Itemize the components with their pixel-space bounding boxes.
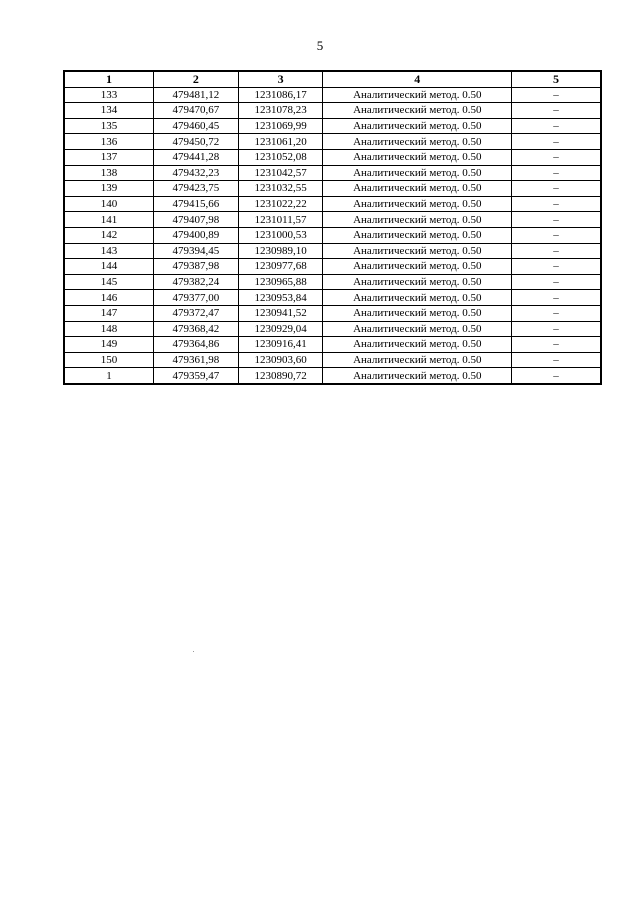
y-coordinate-cell: 1231042,57 [238, 165, 323, 181]
note-cell: – [512, 134, 601, 150]
point-number-cell: 148 [64, 321, 153, 337]
y-coordinate-cell: 1230977,68 [238, 259, 323, 275]
table-row [64, 87, 601, 103]
header-cell-4: 4 [323, 71, 512, 87]
x-coordinate-cell: 479361,98 [153, 352, 238, 368]
y-coordinate-cell: 1231022,22 [238, 196, 323, 212]
note-cell: – [512, 305, 601, 321]
y-coordinate-cell: 1231011,57 [238, 212, 323, 228]
point-number-cell: 133 [64, 87, 153, 103]
y-coordinate-cell: 1231032,55 [238, 181, 323, 197]
x-coordinate-cell: 479481,12 [153, 87, 238, 103]
note-cell: – [512, 165, 601, 181]
table-row [64, 305, 601, 321]
x-coordinate-cell: 479432,23 [153, 165, 238, 181]
y-coordinate-cell: 1230965,88 [238, 274, 323, 290]
method-cell: Аналитический метод. 0.50 [323, 196, 512, 212]
x-coordinate-cell: 479382,24 [153, 274, 238, 290]
point-number-cell: 135 [64, 118, 153, 134]
method-cell: Аналитический метод. 0.50 [323, 103, 512, 119]
note-cell: – [512, 149, 601, 165]
note-cell: – [512, 118, 601, 134]
method-cell: Аналитический метод. 0.50 [323, 118, 512, 134]
header-cell-2: 2 [153, 71, 238, 87]
method-cell: Аналитический метод. 0.50 [323, 305, 512, 321]
method-cell: Аналитический метод. 0.50 [323, 227, 512, 243]
x-coordinate-cell: 479368,42 [153, 321, 238, 337]
y-coordinate-cell: 1231078,23 [238, 103, 323, 119]
point-number-cell: 139 [64, 181, 153, 197]
note-cell: – [512, 259, 601, 275]
point-number-cell: 142 [64, 227, 153, 243]
y-coordinate-cell: 1230916,41 [238, 337, 323, 353]
x-coordinate-cell: 479450,72 [153, 134, 238, 150]
x-coordinate-cell: 479441,28 [153, 149, 238, 165]
y-coordinate-cell: 1230941,52 [238, 305, 323, 321]
point-number-cell: 136 [64, 134, 153, 150]
x-coordinate-cell: 479423,75 [153, 181, 238, 197]
point-number-cell: 143 [64, 243, 153, 259]
y-coordinate-cell: 1230989,10 [238, 243, 323, 259]
point-number-cell: 140 [64, 196, 153, 212]
method-cell: Аналитический метод. 0.50 [323, 352, 512, 368]
table-row [64, 118, 601, 134]
note-cell: – [512, 321, 601, 337]
point-number-cell: 150 [64, 352, 153, 368]
y-coordinate-cell: 1231061,20 [238, 134, 323, 150]
x-coordinate-cell: 479377,00 [153, 290, 238, 306]
scan-speck [193, 651, 194, 652]
page-number: 5 [316, 38, 324, 53]
x-coordinate-cell: 479400,89 [153, 227, 238, 243]
note-cell: – [512, 243, 601, 259]
y-coordinate-cell: 1230953,84 [238, 290, 323, 306]
table-row [64, 290, 601, 306]
x-coordinate-cell: 479394,45 [153, 243, 238, 259]
table-row [64, 243, 601, 259]
y-coordinate-cell: 1230903,60 [238, 352, 323, 368]
table-row [64, 227, 601, 243]
point-number-cell: 141 [64, 212, 153, 228]
point-number-cell: 144 [64, 259, 153, 275]
header-row [64, 71, 601, 87]
table-body [64, 87, 601, 384]
method-cell: Аналитический метод. 0.50 [323, 181, 512, 197]
point-number-cell: 134 [64, 103, 153, 119]
point-number-cell: 138 [64, 165, 153, 181]
note-cell: – [512, 103, 601, 119]
x-coordinate-cell: 479359,47 [153, 368, 238, 384]
method-cell: Аналитический метод. 0.50 [323, 149, 512, 165]
method-cell: Аналитический метод. 0.50 [323, 243, 512, 259]
method-cell: Аналитический метод. 0.50 [323, 212, 512, 228]
note-cell: – [512, 368, 601, 384]
table-header [64, 71, 601, 87]
point-number-cell: 145 [64, 274, 153, 290]
point-number-cell: 1 [64, 368, 153, 384]
method-cell: Аналитический метод. 0.50 [323, 337, 512, 353]
table-row [64, 103, 601, 119]
table-row [64, 165, 601, 181]
table-row [64, 337, 601, 353]
x-coordinate-cell: 479387,98 [153, 259, 238, 275]
note-cell: – [512, 87, 601, 103]
y-coordinate-cell: 1231069,99 [238, 118, 323, 134]
table-row [64, 149, 601, 165]
note-cell: – [512, 274, 601, 290]
table-row [64, 134, 601, 150]
method-cell: Аналитический метод. 0.50 [323, 274, 512, 290]
header-cell-3: 3 [238, 71, 323, 87]
x-coordinate-cell: 479372,47 [153, 305, 238, 321]
table-row [64, 274, 601, 290]
y-coordinate-cell: 1230929,04 [238, 321, 323, 337]
x-coordinate-cell: 479364,86 [153, 337, 238, 353]
point-number-cell: 146 [64, 290, 153, 306]
point-number-cell: 137 [64, 149, 153, 165]
note-cell: – [512, 181, 601, 197]
x-coordinate-cell: 479407,98 [153, 212, 238, 228]
point-number-cell: 147 [64, 305, 153, 321]
table-row [64, 352, 601, 368]
method-cell: Аналитический метод. 0.50 [323, 165, 512, 181]
table-row [64, 212, 601, 228]
table-row [64, 259, 601, 275]
x-coordinate-cell: 479470,67 [153, 103, 238, 119]
table-row [64, 368, 601, 384]
x-coordinate-cell: 479415,66 [153, 196, 238, 212]
note-cell: – [512, 196, 601, 212]
point-number-cell: 149 [64, 337, 153, 353]
method-cell: Аналитический метод. 0.50 [323, 368, 512, 384]
method-cell: Аналитический метод. 0.50 [323, 290, 512, 306]
note-cell: – [512, 352, 601, 368]
header-cell-1: 1 [64, 71, 153, 87]
method-cell: Аналитический метод. 0.50 [323, 321, 512, 337]
y-coordinate-cell: 1230890,72 [238, 368, 323, 384]
method-cell: Аналитический метод. 0.50 [323, 134, 512, 150]
table-row [64, 196, 601, 212]
y-coordinate-cell: 1231052,08 [238, 149, 323, 165]
header-cell-5: 5 [512, 71, 601, 87]
coordinates-table [63, 70, 602, 385]
note-cell: – [512, 337, 601, 353]
y-coordinate-cell: 1231000,53 [238, 227, 323, 243]
note-cell: – [512, 227, 601, 243]
table-row [64, 321, 601, 337]
x-coordinate-cell: 479460,45 [153, 118, 238, 134]
note-cell: – [512, 212, 601, 228]
y-coordinate-cell: 1231086,17 [238, 87, 323, 103]
table-row [64, 181, 601, 197]
method-cell: Аналитический метод. 0.50 [323, 87, 512, 103]
method-cell: Аналитический метод. 0.50 [323, 259, 512, 275]
note-cell: – [512, 290, 601, 306]
